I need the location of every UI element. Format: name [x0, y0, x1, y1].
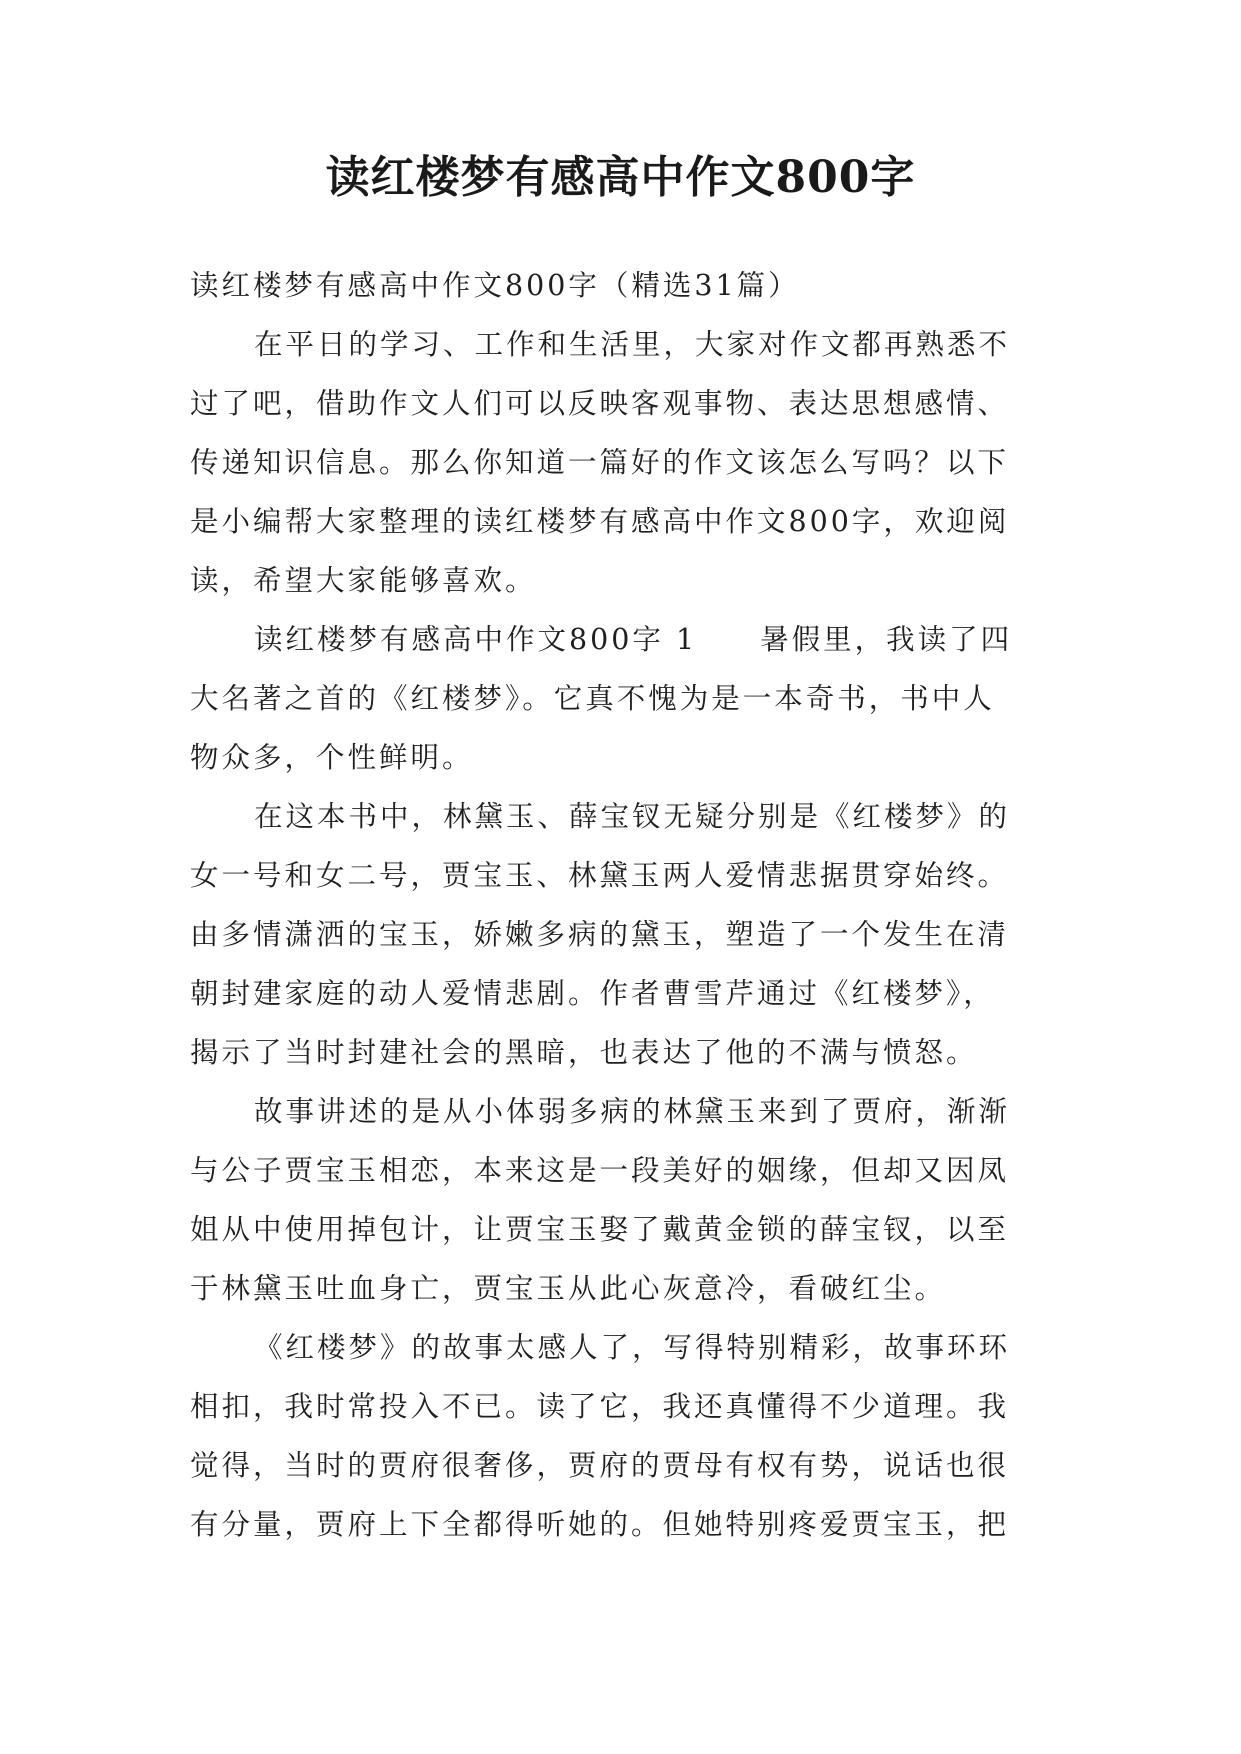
text-line: 朝封建家庭的动人爱情悲剧。作者曹雪芹通过《红楼梦》，	[190, 977, 995, 1010]
text-line: 姐从中使用掉包计，让贾宝玉娶了戴黄金锁的薛宝钗，以至	[190, 1213, 1010, 1246]
text-line: 物众多，个性鲜明。	[190, 741, 474, 774]
text-line: 于林黛玉吐血身亡，贾宝玉从此心灰意冷，看破红尘。	[190, 1272, 947, 1305]
text-line: 由多情潇洒的宝玉，娇嫩多病的黛玉，塑造了一个发生在清	[190, 918, 1010, 951]
text-line: 觉得，当时的贾府很奢侈，贾府的贾母有权有势，说话也很	[190, 1449, 1010, 1482]
text-line: 揭示了当时封建社会的黑暗，也表达了他的不满与愤怒。	[190, 1036, 978, 1069]
text-line: 相扣，我时常投入不已。读了它，我还真懂得不少道理。我	[190, 1390, 1010, 1423]
document-title: 读红楼梦有感高中作文800字	[325, 152, 916, 203]
text-line: 在这本书中，林黛玉、薛宝钗无疑分别是《红楼梦》的	[254, 800, 1011, 833]
text-line: 传递知识信息。那么你知道一篇好的作文该怎么写吗？以下	[190, 446, 1010, 479]
document-body	[190, 256, 1050, 1554]
text-line: 《红楼梦》的故事太感人了，写得特别精彩，故事环环	[254, 1331, 1011, 1364]
text-line: 读，希望大家能够喜欢。	[190, 564, 537, 597]
text-line: 在平日的学习、工作和生活里，大家对作文都再熟悉不	[254, 328, 1011, 361]
text-line: 是小编帮大家整理的读红楼梦有感高中作文800字，欢迎阅	[190, 505, 1010, 538]
subtitle-line: 读红楼梦有感高中作文800字（精选31篇）	[190, 269, 800, 302]
text-line: 有分量，贾府上下全都得听她的。但她特别疼爱贾宝玉，把	[190, 1508, 1010, 1541]
text-line: 过了吧，借助作文人们可以反映客观事物、表达思想感情、	[190, 387, 1010, 420]
text-line: 女一号和女二号，贾宝玉、林黛玉两人爱情悲据贯穿始终。	[190, 859, 1010, 892]
text-line: 与公子贾宝玉相恋，本来这是一段美好的姻缘，但却又因凤	[190, 1154, 1010, 1187]
text-line: 大名著之首的《红楼梦》。它真不愧为是一本奇书，书中人	[190, 682, 995, 715]
text-line: 读红楼梦有感高中作文800字 1 暑假里，我读了四	[254, 623, 1013, 656]
text-line: 故事讲述的是从小体弱多病的林黛玉来到了贾府，渐渐	[254, 1095, 1011, 1128]
